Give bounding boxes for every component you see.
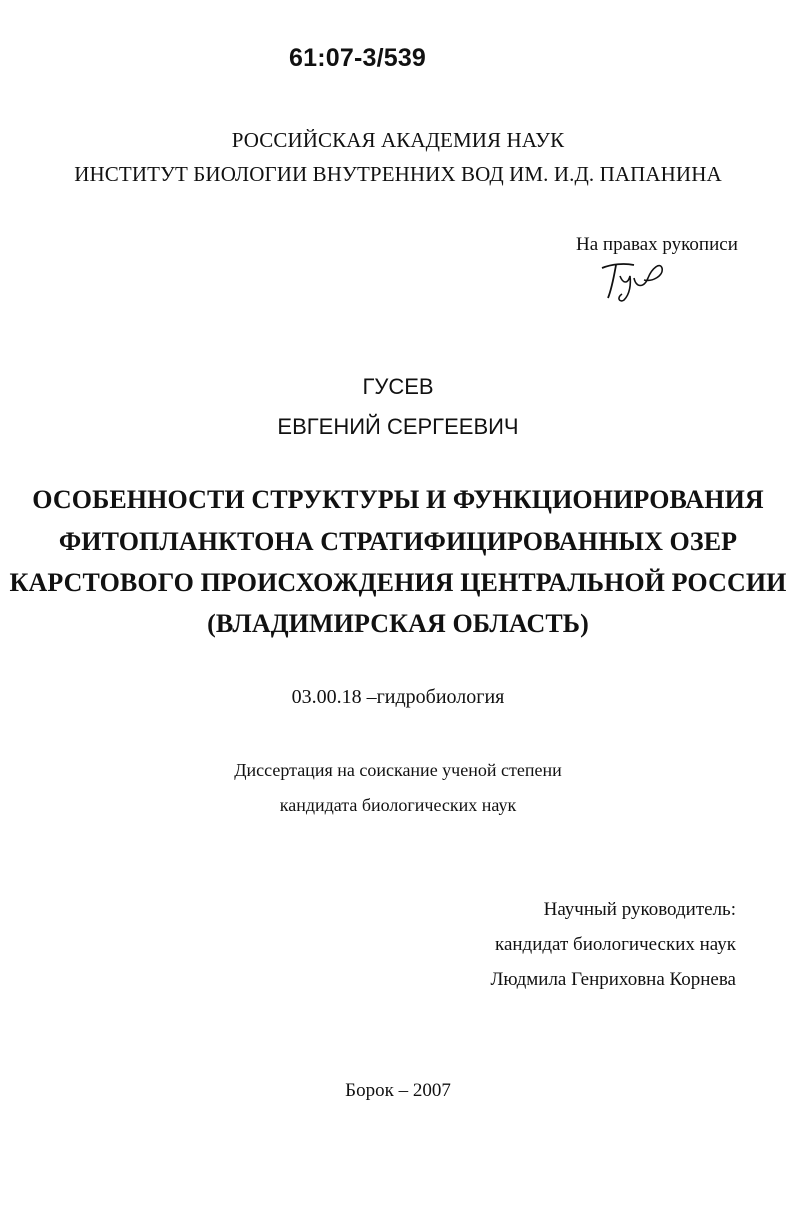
supervisor-name: Людмила Генриховна Корнева (490, 969, 736, 990)
degree-statement: Диссертация на соискание ученой степени (234, 760, 562, 780)
manuscript-rights-note: На правах рукописи (576, 234, 738, 255)
author-surname: ГУСЕВ (362, 374, 434, 399)
title-line: ОСОБЕННОСТИ СТРУКТУРЫ И ФУНКЦИОНИРОВАНИЯ (32, 485, 764, 514)
organization-institute: ИНСТИТУТ БИОЛОГИИ ВНУТРЕННИХ ВОД ИМ. И.Д. ПАПАНИНА (74, 162, 722, 186)
handwritten-signature (596, 254, 666, 304)
place-and-year: Борок – 2007 (345, 1080, 451, 1101)
supervisor-label: Научный руководитель: (543, 899, 736, 920)
catalog-code: 61:07-3/539 (289, 44, 427, 72)
author-given-names: ЕВГЕНИЙ СЕРГЕЕВИЧ (277, 414, 519, 439)
organization-academy: РОССИЙСКАЯ АКАДЕМИЯ НАУК (231, 128, 565, 152)
degree-field: кандидата биологических наук (279, 795, 517, 815)
title-line: (ВЛАДИМИРСКАЯ ОБЛАСТЬ) (207, 609, 589, 638)
supervisor-degree: кандидат биологических наук (495, 934, 736, 955)
specialty-code: 03.00.18 –гидробиология (291, 686, 505, 708)
title-line: ФИТОПЛАНКТОНА СТРАТИФИЦИРОВАННЫХ ОЗЕР (58, 527, 738, 556)
title-line: КАРСТОВОГО ПРОИСХОЖДЕНИЯ ЦЕНТРАЛЬНОЙ РОССИИ (9, 568, 787, 597)
